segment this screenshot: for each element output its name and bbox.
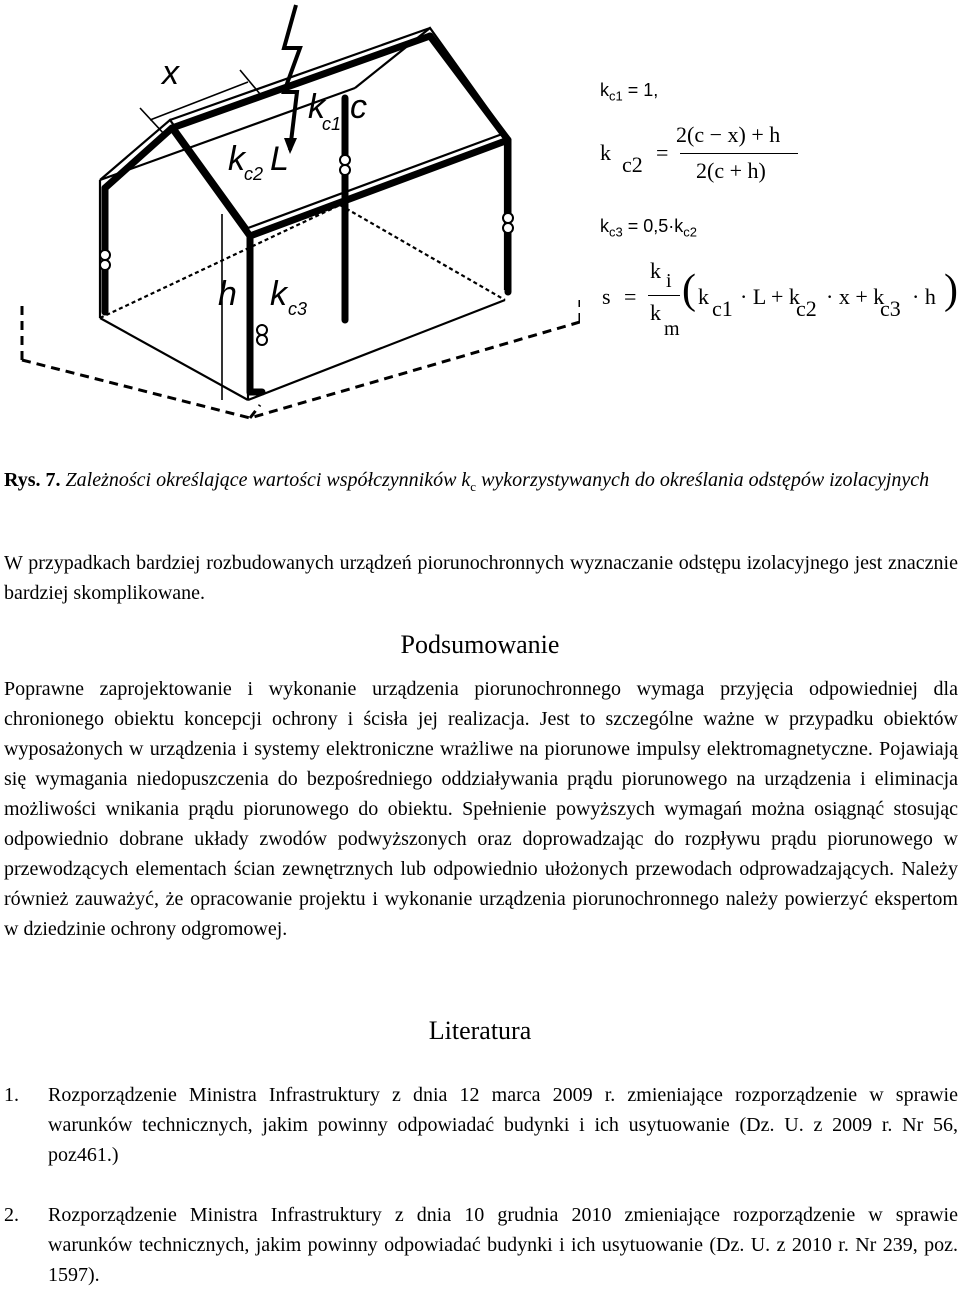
reference-text: Rozporządzenie Ministra Infrastruktury z dnia 10 grudnia 2010 zmieniające rozporządzenie w sprawie warunków technicznych, jakim powinny odpowiadać budynki i ich usytuowanie (Dz. U. z 2010 r. Nr 239, poz. 1597). xyxy=(48,1204,958,1286)
heading-podsumowanie: Podsumowanie xyxy=(400,630,560,659)
formula-kc1: $k_{c1} = 1$, xyxy=(600,80,659,104)
label-kc1-sub: c1 xyxy=(322,114,342,134)
formula-kc3: $k_{c3} = 0,5\cdot k_{c2}$ xyxy=(600,216,697,240)
caption-text-b: wykorzystywanych do określania odstępów izolacyjnych xyxy=(476,469,930,491)
reference-text: Rozporządzenie Ministra Infrastruktury z dnia 12 marca 2009 r. zmieniające rozporządzenie w sprawie warunków technicznych, jakim powinny odpowiadać budynki i ich usytuowanie (Dz. U. z 2009 r. Nr 56, poz461.) xyxy=(48,1084,958,1166)
reference-number: 1. xyxy=(4,1084,19,1106)
reference-item-2 xyxy=(4,1200,958,1290)
formula-kc2: k c2 = 2(c − x) + h 2(c + h) xyxy=(600,120,820,190)
label-h: h xyxy=(218,275,237,313)
label-kc2-sub: c2 xyxy=(244,164,264,184)
label-c: c xyxy=(350,88,367,126)
heading-literatura: Literatura xyxy=(428,1016,532,1045)
caption-label: Rys. 7. xyxy=(4,469,61,491)
label-kc3-sub: c3 xyxy=(288,299,308,319)
label-kc1: k xyxy=(308,88,325,126)
formula-spacing: s = k i k m ( k c1 · L + k c2 · x + k c3 · h ) xyxy=(602,258,958,340)
paragraph-complex-installations: W przypadkach bardziej rozbudowanych urządzeń piorunochronnych wyznaczanie odstępu izolacyjnego jest znacznie bardziej skomplikowane. xyxy=(4,552,958,604)
figure-caption xyxy=(4,466,958,501)
caption-text-a: Zależności określające wartości współczynników k xyxy=(60,469,471,491)
reference-number: 2. xyxy=(4,1204,19,1226)
caption-sub: c xyxy=(470,479,477,494)
label-x: x xyxy=(162,54,179,92)
reference-item-1 xyxy=(4,1080,958,1170)
label-kc2: k xyxy=(228,140,245,178)
building-lightning-diagram xyxy=(0,0,580,440)
paragraph-summary: Poprawne zaprojektowanie i wykonanie urządzenia piorunochronnego wymaga przyjęcia odpowiedniej dla chronionego obiektu koncepcji ochrony i ścisła jej realizacja. Jest to szczególne ważne w przypadku obiektów wyposażonych w urządzenia i systemy elektroniczne wrażliwe na piorunowe impulsy elektromagnetyczne. Pojawiają się wymagania niedopuszczenia do bezpośredniego oddziaływania prądu piorunowego na urządzenia i eliminacja możliwości wnikania prądu piorunowego do obiektu. Spełnienie powyższych wymagań można osiągnąć stosując odpowiednio dobrane układy zwodów podwyższonych oraz doprowadzając do rozpływu prądu piorunowego w przewodzących elementach ścian zewnętrznych lub odpowiednio ułożonych przewodach odprowadzających. Należy również zauważyć, że opracowanie projektu i wykonanie urządzenia piorunochronnego należy powierzyć ekspertom w dziedzinie ochrony odgromowej. xyxy=(4,678,958,940)
label-kc3: k xyxy=(270,275,287,313)
label-L: L xyxy=(270,140,289,178)
